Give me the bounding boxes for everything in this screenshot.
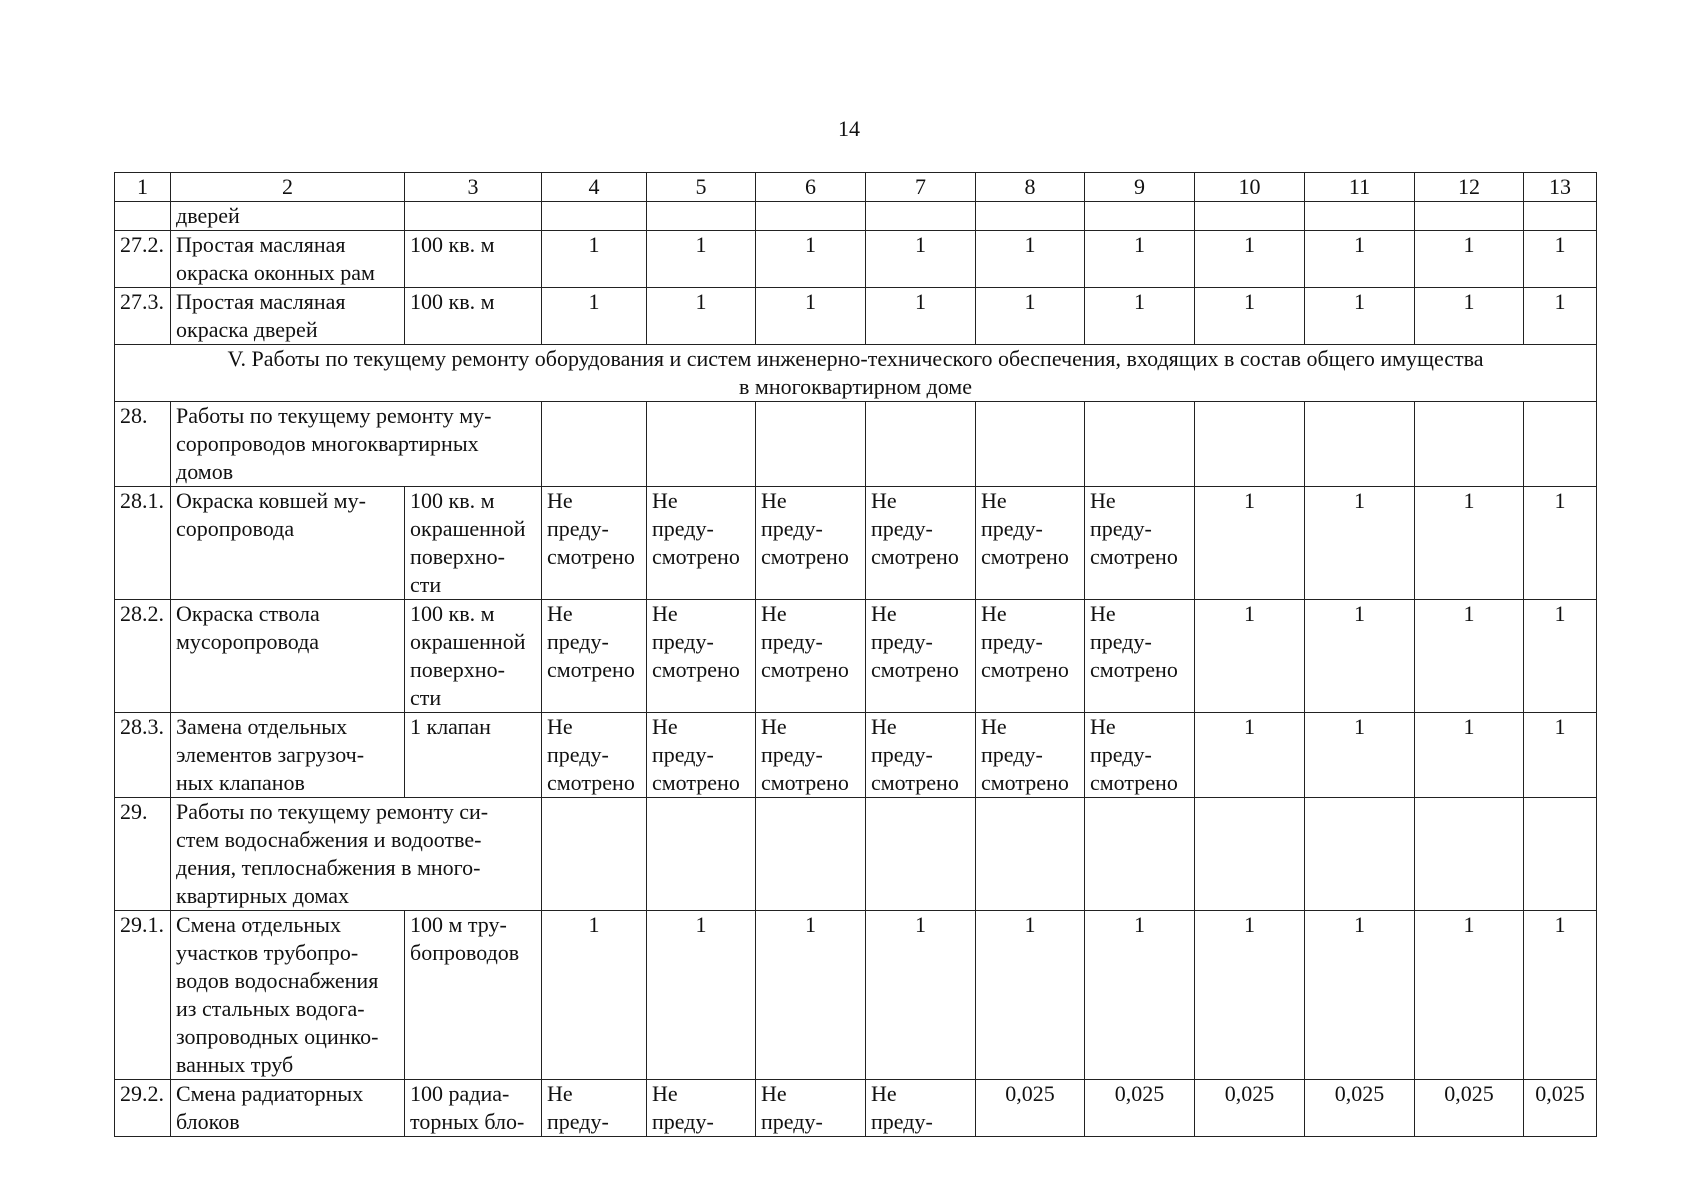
unit-of-measure	[405, 202, 542, 231]
unit-of-measure: 100 кв. м окрашенной поверхно- сти	[405, 600, 542, 713]
value-cell: Не преду- смотрено	[542, 600, 647, 713]
work-name: Окраска ствола мусоропровода	[171, 600, 405, 713]
work-name: Смена радиаторных блоков	[171, 1080, 405, 1137]
item-code: 29.1.	[115, 911, 171, 1080]
value-cell: Не преду- смотрено	[756, 600, 866, 713]
value-cell	[1305, 402, 1415, 487]
unit-of-measure: 100 м тру- бопроводов	[405, 911, 542, 1080]
value-cell	[1415, 402, 1524, 487]
value-cell: Не преду- смотрено	[976, 713, 1085, 798]
value-cell: 1	[976, 288, 1085, 345]
column-header: 1	[115, 173, 171, 202]
value-cell	[756, 402, 866, 487]
value-cell	[647, 798, 756, 911]
value-cell: 1	[976, 231, 1085, 288]
value-cell: 1	[647, 231, 756, 288]
value-cell: Не преду- смотрено	[542, 713, 647, 798]
value-cell: 0,025	[1195, 1080, 1305, 1137]
value-cell	[1305, 798, 1415, 911]
value-cell	[1305, 202, 1415, 231]
value-cell	[1415, 202, 1524, 231]
table-row	[115, 600, 1597, 713]
value-cell: 0,025	[1524, 1080, 1597, 1137]
section-heading-row	[115, 345, 1597, 402]
value-cell: 1	[866, 911, 976, 1080]
column-header: 13	[1524, 173, 1597, 202]
item-code: 29.	[115, 798, 171, 911]
work-name: Смена отдельных участков трубопро- водов водоснабжения из стальных водога- зопроводных оцинко- ванных труб	[171, 911, 405, 1080]
value-cell	[1085, 402, 1195, 487]
maintenance-schedule-table	[114, 172, 1597, 1137]
value-cell: 1	[1415, 911, 1524, 1080]
page-number: 14	[838, 116, 860, 141]
value-cell: 1	[1085, 911, 1195, 1080]
value-cell: 1	[1085, 231, 1195, 288]
column-header: 10	[1195, 173, 1305, 202]
item-code: 28.	[115, 402, 171, 487]
item-code: 28.2.	[115, 600, 171, 713]
value-cell: 1	[1524, 600, 1597, 713]
value-cell: 0,025	[1305, 1080, 1415, 1137]
value-cell: Не преду- смотрено	[647, 487, 756, 600]
value-cell: Не преду- смотрено	[976, 487, 1085, 600]
column-header: 11	[1305, 173, 1415, 202]
value-cell: 1	[1415, 231, 1524, 288]
value-cell	[1195, 798, 1305, 911]
value-cell: Не преду- смотрено	[756, 713, 866, 798]
value-cell: Не преду-	[866, 1080, 976, 1137]
value-cell: 1	[1305, 911, 1415, 1080]
value-cell	[1524, 202, 1597, 231]
value-cell	[542, 402, 647, 487]
value-cell: 1	[1415, 487, 1524, 600]
value-cell: Не преду- смотрено	[866, 600, 976, 713]
value-cell: 1	[542, 288, 647, 345]
column-header: 12	[1415, 173, 1524, 202]
item-code: 28.1.	[115, 487, 171, 600]
value-cell: 1	[866, 288, 976, 345]
section-title: V. Работы по текущему ремонту оборудования и систем инженерно-технического обеспечения, входящих в состав общего имущества в многоквартирном доме	[115, 345, 1597, 402]
value-cell: Не преду-	[756, 1080, 866, 1137]
value-cell: 1	[1305, 231, 1415, 288]
value-cell	[647, 402, 756, 487]
value-cell	[756, 202, 866, 231]
value-cell: 1	[756, 231, 866, 288]
value-cell	[1415, 798, 1524, 911]
value-cell: 1	[976, 911, 1085, 1080]
value-cell: 1	[1524, 288, 1597, 345]
value-cell	[756, 798, 866, 911]
group-title: Работы по текущему ремонту си- стем водоснабжения и водоотве- дения, теплоснабжения в много- квартирных домах	[171, 798, 542, 911]
column-header: 3	[405, 173, 542, 202]
table-row	[115, 231, 1597, 288]
item-code: 27.3.	[115, 288, 171, 345]
value-cell: Не преду- смотрено	[647, 600, 756, 713]
value-cell	[1195, 402, 1305, 487]
unit-of-measure: 100 радиа- торных бло-	[405, 1080, 542, 1137]
value-cell: 1	[1305, 713, 1415, 798]
value-cell: 1	[647, 288, 756, 345]
value-cell: 0,025	[976, 1080, 1085, 1137]
column-header: 4	[542, 173, 647, 202]
table-row	[115, 1080, 1597, 1137]
value-cell: Не преду-	[647, 1080, 756, 1137]
value-cell	[1085, 202, 1195, 231]
value-cell	[1085, 798, 1195, 911]
item-code: 28.3.	[115, 713, 171, 798]
work-name: Замена отдельных элементов загрузоч- ных клапанов	[171, 713, 405, 798]
value-cell: 1	[1195, 713, 1305, 798]
value-cell: Не преду- смотрено	[866, 713, 976, 798]
value-cell	[866, 402, 976, 487]
column-header: 2	[171, 173, 405, 202]
value-cell: 1	[1195, 487, 1305, 600]
value-cell: Не преду- смотрено	[976, 600, 1085, 713]
value-cell: 1	[1195, 288, 1305, 345]
value-cell	[1524, 402, 1597, 487]
value-cell: Не преду- смотрено	[1085, 600, 1195, 713]
value-cell: 1	[1305, 487, 1415, 600]
table-row	[115, 288, 1597, 345]
value-cell: 1	[1524, 911, 1597, 1080]
value-cell: 1	[1085, 288, 1195, 345]
work-name: Простая масляная окраска дверей	[171, 288, 405, 345]
value-cell: 1	[542, 911, 647, 1080]
column-header: 8	[976, 173, 1085, 202]
value-cell	[542, 202, 647, 231]
value-cell: 1	[1415, 600, 1524, 713]
value-cell: 1	[1524, 713, 1597, 798]
value-cell: 1	[1305, 288, 1415, 345]
value-cell: 1	[1524, 231, 1597, 288]
value-cell: 1	[1415, 713, 1524, 798]
value-cell: 1	[1195, 911, 1305, 1080]
table-header-row	[115, 173, 1597, 202]
unit-of-measure: 100 кв. м окрашенной поверхно- сти	[405, 487, 542, 600]
value-cell: 1	[1305, 600, 1415, 713]
value-cell: Не преду- смотрено	[756, 487, 866, 600]
value-cell: Не преду- смотрено	[647, 713, 756, 798]
value-cell: 0,025	[1085, 1080, 1195, 1137]
value-cell	[542, 798, 647, 911]
value-cell: Не преду- смотрено	[542, 487, 647, 600]
value-cell	[647, 202, 756, 231]
work-name: Окраска ковшей му- соропровода	[171, 487, 405, 600]
value-cell: 1	[1415, 288, 1524, 345]
value-cell	[976, 798, 1085, 911]
value-cell: Не преду- смотрено	[1085, 713, 1195, 798]
value-cell: 1	[1195, 231, 1305, 288]
value-cell	[976, 402, 1085, 487]
table-row	[115, 202, 1597, 231]
value-cell: 1	[647, 911, 756, 1080]
value-cell	[1195, 202, 1305, 231]
value-cell	[866, 798, 976, 911]
group-row	[115, 402, 1597, 487]
value-cell: 1	[1524, 487, 1597, 600]
item-code: 29.2.	[115, 1080, 171, 1137]
work-name: Простая масляная окраска оконных рам	[171, 231, 405, 288]
value-cell	[866, 202, 976, 231]
table-row	[115, 713, 1597, 798]
value-cell: Не преду-	[542, 1080, 647, 1137]
value-cell: Не преду- смотрено	[1085, 487, 1195, 600]
work-name: дверей	[171, 202, 405, 231]
value-cell: 1	[1195, 600, 1305, 713]
table-row	[115, 487, 1597, 600]
value-cell: Не преду- смотрено	[866, 487, 976, 600]
value-cell: 1	[756, 288, 866, 345]
group-title: Работы по текущему ремонту му- соропроводов многоквартирных домов	[171, 402, 542, 487]
value-cell: 0,025	[1415, 1080, 1524, 1137]
column-header: 9	[1085, 173, 1195, 202]
column-header: 7	[866, 173, 976, 202]
table-row	[115, 911, 1597, 1080]
value-cell: 1	[542, 231, 647, 288]
unit-of-measure: 100 кв. м	[405, 288, 542, 345]
column-header: 6	[756, 173, 866, 202]
value-cell	[976, 202, 1085, 231]
value-cell: 1	[756, 911, 866, 1080]
value-cell: 1	[866, 231, 976, 288]
group-row	[115, 798, 1597, 911]
unit-of-measure: 1 клапан	[405, 713, 542, 798]
column-header: 5	[647, 173, 756, 202]
value-cell	[1524, 798, 1597, 911]
unit-of-measure: 100 кв. м	[405, 231, 542, 288]
item-code: 27.2.	[115, 231, 171, 288]
item-code	[115, 202, 171, 231]
